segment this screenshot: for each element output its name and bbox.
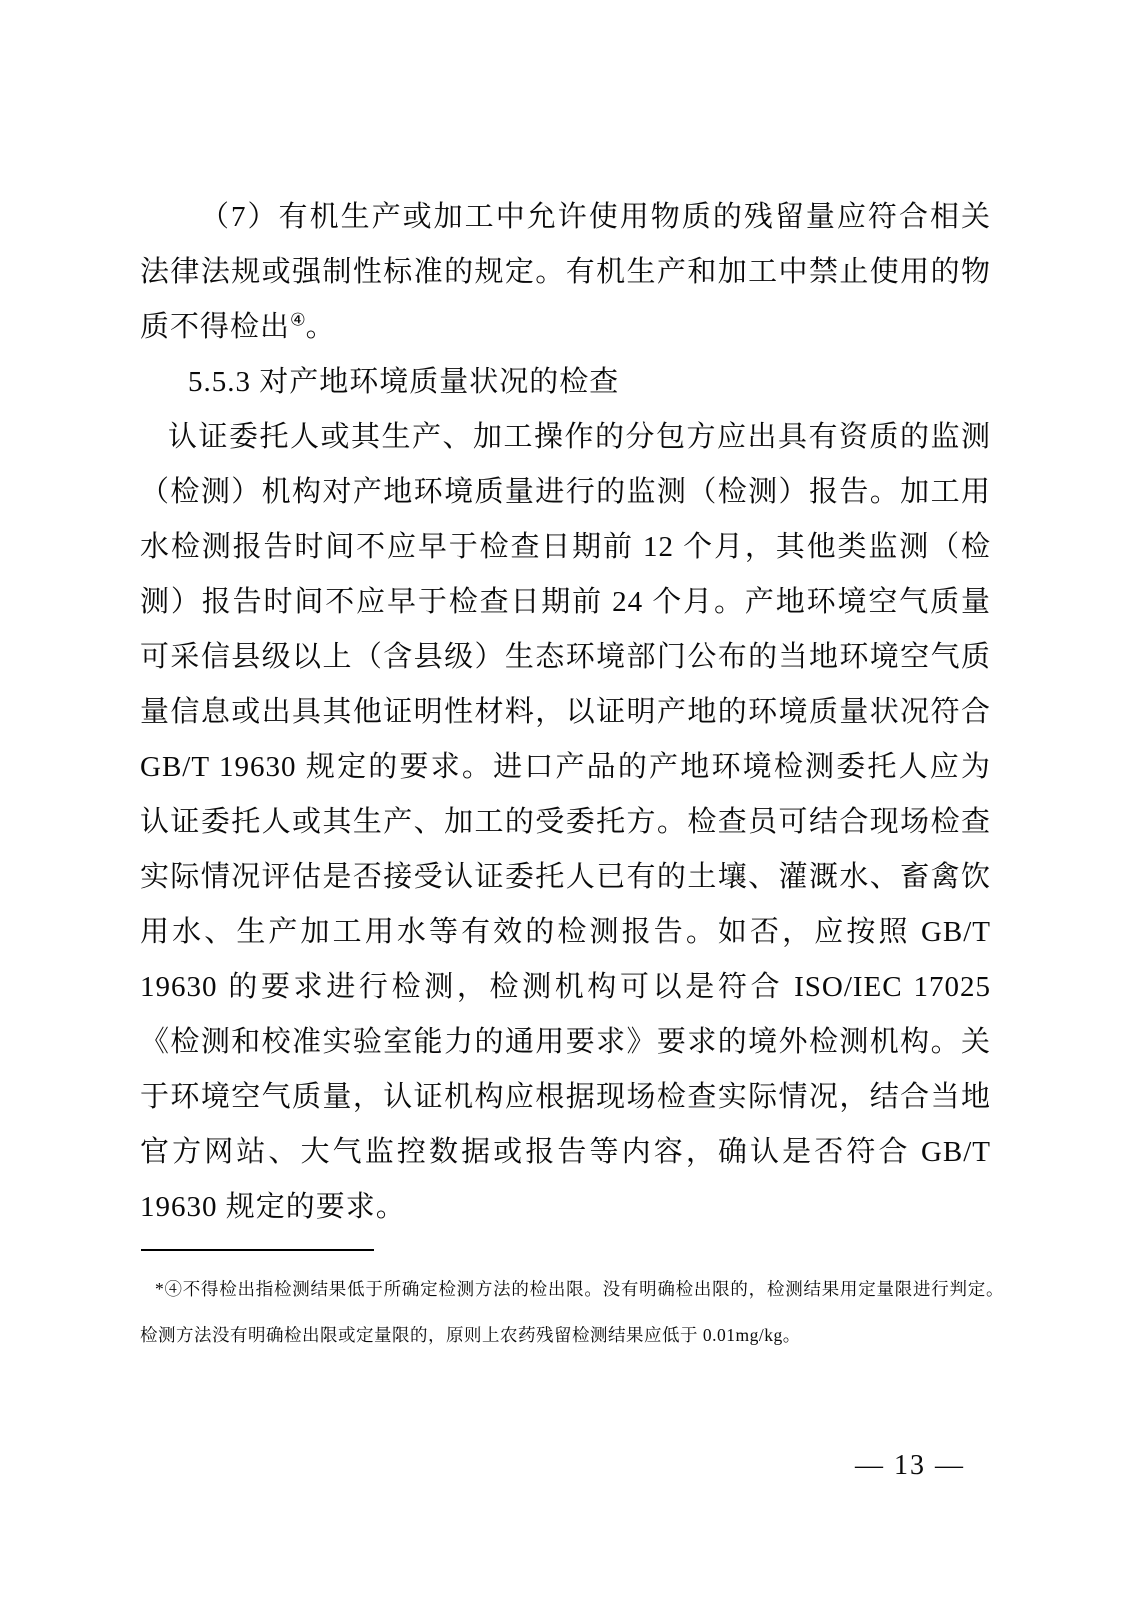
footnote-separator-rule bbox=[141, 1249, 374, 1251]
paragraph-7-text: （7）有机生产或加工中允许使用物质的残留量应符合相关法律法规或强制性标准的规定。有机生产和加工中禁止使用的物质不得检出 bbox=[140, 201, 991, 343]
body-text-block bbox=[140, 190, 991, 1235]
footnote-marker: *④ bbox=[155, 1279, 183, 1299]
section-heading-5-5-3: 5.5.3 对产地环境质量状况的检查 bbox=[188, 366, 620, 398]
paragraph-7 bbox=[140, 190, 991, 355]
footnote bbox=[140, 1266, 1004, 1358]
paragraph-main: 认证委托人或其生产、加工操作的分包方应出具有资质的监测（检测）机构对产地环境质量进行的监测（检测）报告。加工用水检测报告时间不应早于检查日期前 12 个月，其他类监测（检测）报告时间不应早于检查日期前 24 个月。产地环境空气质量可采信县级以上（含县级）生态环境部门公布的当地环境空气质量信息或出具其他证明性材料，以证明产地的环境质量状况符合 GB/T 19630 规定的要求。进口产品的产地环境检测委托人应为认证委托人或其生产、加工的受委托方。检查员可结合现场检查实际情况评估是否接受认证委托人已有的土壤、灌溉水、畜禽饮用水、生产加工用水等有效的检测报告。如否，应按照 GB/T 19630 的要求进行检测，检测机构可以是符合 ISO/IEC 17025《检测和校准实验室能力的通用要求》要求的境外检测机构。关于环境空气质量，认证机构应根据现场检查实际情况，结合当地官方网站、大气监控数据或报告等内容，确认是否符合 GB/T 19630 规定的要求。 bbox=[140, 421, 991, 1223]
footnote-reference-4: ④ bbox=[290, 309, 306, 330]
footnote-text: 不得检出指检测结果低于所确定检测方法的检出限。没有明确检出限的，检测结果用定量限进行判定。检测方法没有明确检出限或定量限的，原则上农药残留检测结果应低于 0.01mg/kg。 bbox=[140, 1279, 1005, 1345]
paragraph-7-suffix: 。 bbox=[305, 311, 336, 343]
page-number: — 13 — bbox=[855, 1450, 965, 1481]
